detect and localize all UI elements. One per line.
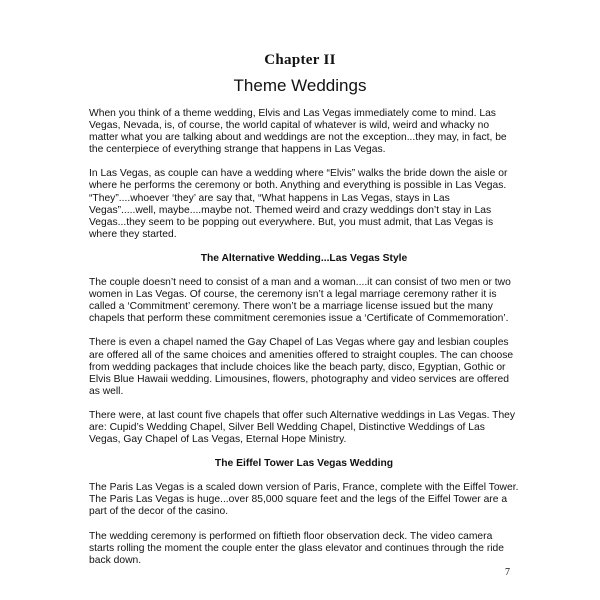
paragraph-chapel-list: There were, at last count five chapels that offer such Alternative weddings in Las Vegas. They are: Cupid’s Wedding Chapel, Silver Bell Wedding Chapel, Distinctive Weddings of Las Vegas, Gay Chapel of Las Vegas, Eternal Hope Ministry. [89,409,516,446]
section-heading-eiffel: The Eiffel Tower Las Vegas Wedding [214,458,394,470]
paragraph-observation-deck: The wedding ceremony is performed on fiftieth floor observation deck. The video camera starts rolling the moment the couple enter the glass elevator and continues through the ride back down. [89,530,504,566]
paragraph-paris: The Paris Las Vegas is a scaled down version of Paris, France, complete with the Eiffel Tower. The Paris Las Vegas is huge...over 85,000 square feet and the legs of the Eiffel Tower are a part of the decor of the casino. [89,482,519,518]
paragraph-commitment: The couple doesn’t need to consist of a man and a woman....it can consist of two men or two women in Las Vegas. Of course, the ceremony isn’t a legal marriage ceremony rather it is called a ‘Commitment’ ceremony. There won’t be a marriage license issued but the many chapels that perform these commitment ceremonies issue a ‘Certificate of Commemoration’. [89,277,511,325]
paragraph-gay-chapel: There is even a chapel named the Gay Chapel of Las Vegas where gay and lesbian couples are offered all of the same choices and amenities offered to straight couples. The can choose from wedding packages that include choices like the beach party, disco, Egyptian, Gothic or Elvis Blue Hawaii wedding. Limousines, flowers, photography and video services are offered as well. [89,337,514,397]
section-heading-alternative: The Alternative Wedding...Las Vegas Style [200,252,408,264]
paragraph-elvis: In Las Vegas, as couple can have a wedding where “Elvis” walks the bride down the aisle or where he performs the ceremony or both. Anything and everything is possible in Las Vegas. “They”....whoever ‘they’ are say that, “What happens in Las Vegas, stays in Las Vegas”.....well, maybe....maybe not. Themed weird and crazy weddings don’t stay in Las Vegas...they seem to be popping out everywhere. But, you must admit, that Las Vegas is where they started. [89,168,508,240]
chapter-heading: Chapter II [264,52,336,68]
body-content [89,108,519,579]
paragraph-intro: When you think of a theme wedding, Elvis and Las Vegas immediately come to mind. Las Vegas, Nevada, is, of course, the world capital of whatever is wild, weird and whacky no matter what you are talking about and weddings are not the exception...they may, in fact, be the centerpiece of everything strange that happens in Las Vegas. [89,108,507,156]
page-number: 7 [505,567,510,578]
page-title: Theme Weddings [233,76,367,95]
